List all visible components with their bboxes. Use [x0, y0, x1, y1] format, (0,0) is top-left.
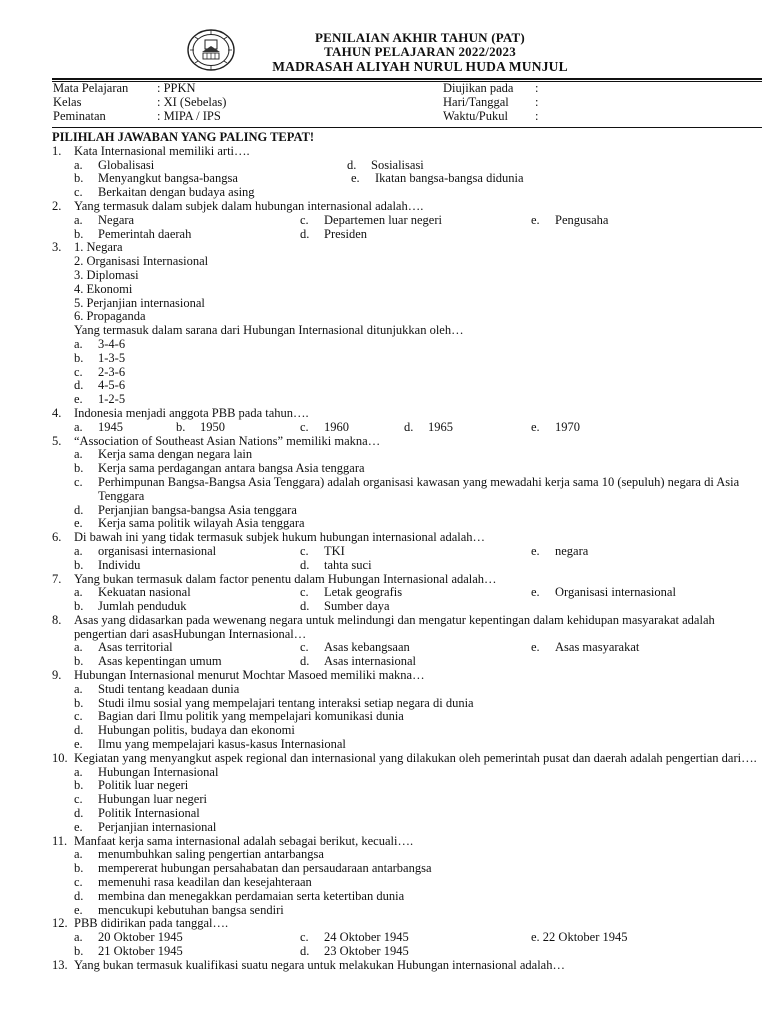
option-letter: e. [531, 640, 540, 655]
option-letter: e. [531, 543, 540, 558]
question-number: 2. [52, 198, 62, 213]
info-divider [52, 127, 762, 128]
option-text: 24 Oktober 1945 [324, 930, 409, 945]
question-11 [52, 835, 764, 849]
option-letter: e. [74, 902, 83, 917]
option-letter: e. [531, 212, 540, 227]
option-text: 1945 [98, 419, 123, 434]
option-a[interactable] [74, 545, 300, 559]
options [52, 848, 764, 917]
option-a[interactable] [74, 338, 764, 352]
question-13 [52, 959, 764, 973]
question-7 [52, 573, 764, 587]
option-letter: d. [74, 502, 84, 517]
option-d[interactable] [404, 421, 531, 435]
option-letter: d. [404, 419, 414, 434]
option-c[interactable] [74, 476, 764, 504]
option-c[interactable] [300, 214, 531, 228]
option-letter: c. [74, 185, 83, 200]
option-text: Organisasi internasional [555, 585, 676, 600]
option-text: Perjanjian bangsa-bangsa Asia tenggara [98, 502, 297, 517]
option-letter: c. [74, 709, 83, 724]
question-number: 1. [52, 143, 62, 158]
option-d[interactable] [300, 655, 531, 669]
question-text: Kata Internasional memiliki arti…. [74, 143, 250, 158]
question-number: 3. [52, 240, 62, 255]
option-letter: a. [74, 336, 83, 351]
option-text: Asas kepentingan umum [98, 654, 222, 669]
option-letter: b. [74, 461, 84, 476]
option-text: Kerja sama politik wilayah Asia tenggara [98, 516, 305, 531]
question-text: Yang bukan termasuk kualifikasi suatu negara untuk melakukan Hubungan internasional adalah… [74, 957, 565, 972]
option-letter: a. [74, 543, 83, 558]
option-b[interactable] [74, 172, 347, 186]
option-text: 21 Oktober 1945 [98, 944, 183, 959]
option-text: 20 Oktober 1945 [98, 930, 183, 945]
option-letter: d. [300, 944, 310, 959]
option-letter: d. [300, 599, 310, 614]
option-b[interactable] [74, 352, 764, 366]
option-letter: a. [74, 419, 83, 434]
info-value: : XI (Sebelas) [157, 94, 227, 109]
option-letter: d. [74, 723, 84, 738]
option-text: Asas masyarakat [555, 640, 640, 655]
info-value: : [535, 108, 539, 123]
exam-info-right [443, 82, 538, 123]
school-year: TAHUN PELAJARAN 2022/2023 [324, 44, 516, 59]
question-text: Di bawah ini yang tidak termasuk subjek hukum hubungan internasional adalah… [74, 530, 486, 545]
question-text: Indonesia menjadi anggota PBB pada tahun…. [74, 405, 309, 420]
question-1 [52, 145, 764, 159]
option-letter: b. [74, 557, 84, 572]
option-c[interactable] [300, 931, 531, 945]
option-d[interactable] [300, 945, 531, 959]
option-text: Kekuatan nasional [98, 585, 191, 600]
option-letter: a. [74, 212, 83, 227]
options [52, 421, 764, 435]
option-c[interactable] [74, 793, 764, 807]
option-letter: a. [74, 157, 83, 172]
question-text: “Association of Southeast Asian Nations” memiliki makna… [74, 433, 381, 448]
option-a[interactable] [74, 159, 347, 173]
question-8 [52, 614, 764, 642]
option-text: Bagian dari Ilmu politik yang mempelajari komunikasi dunia [98, 709, 404, 724]
option-text: Asas internasional [324, 654, 416, 669]
option-text: e. 22 Oktober 1945 [531, 930, 628, 945]
option-letter: c. [74, 364, 83, 379]
option-text: Kerja sama perdagangan antara bangsa Asia tenggara [98, 461, 365, 476]
option-letter: a. [74, 930, 83, 945]
statement-item: 2. Organisasi Internasional [74, 254, 209, 269]
option-b[interactable] [74, 600, 300, 614]
option-letter: d. [300, 226, 310, 241]
option-text: Departemen luar negeri [324, 212, 442, 227]
options [52, 545, 764, 573]
info-label: Diujikan pada [443, 81, 514, 95]
options [52, 641, 764, 669]
option-e[interactable] [74, 393, 764, 407]
option-text: 2-3-6 [98, 364, 126, 379]
question-number: 10. [52, 750, 68, 765]
option-a[interactable] [74, 848, 764, 862]
option-d[interactable] [347, 159, 764, 173]
option-e[interactable] [531, 641, 763, 655]
question-text: PBB didirikan pada tanggal…. [74, 916, 229, 931]
question-number: 4. [52, 405, 62, 420]
option-a[interactable] [74, 214, 300, 228]
option-text: Pengusaha [555, 212, 609, 227]
option-text: Jumlah penduduk [98, 599, 187, 614]
header-divider [52, 78, 762, 80]
question-10 [52, 752, 764, 766]
option-a[interactable] [74, 766, 764, 780]
options [52, 931, 764, 959]
option-a[interactable] [74, 586, 300, 600]
option-letter: e. [74, 516, 83, 531]
question-number: 13. [52, 957, 68, 972]
option-text: tahta suci [324, 557, 372, 572]
option-text: Individu [98, 557, 141, 572]
option-letter: e. [74, 819, 83, 834]
question-number: 5. [52, 433, 62, 448]
option-letter: d. [300, 654, 310, 669]
option-text: 3-4-6 [98, 336, 126, 351]
info-label: Hari/Tanggal [443, 94, 509, 109]
instruction: PILIHLAH JAWABAN YANG PALING TEPAT! [52, 130, 315, 144]
question-number: 12. [52, 916, 68, 931]
option-letter: c. [300, 585, 309, 600]
statement-item: 6. Propaganda [74, 309, 146, 324]
option-text: Asas territorial [98, 640, 173, 655]
options [52, 448, 764, 531]
option-letter: b. [74, 171, 84, 186]
option-a[interactable] [74, 641, 300, 655]
option-d[interactable] [74, 807, 764, 821]
statement-item: 1. Negara [74, 240, 123, 255]
option-a[interactable] [74, 683, 764, 697]
option-text: Letak geografis [324, 585, 403, 600]
option-letter: a. [74, 847, 83, 862]
options [52, 214, 764, 242]
option-e[interactable] [74, 821, 764, 835]
option-text: 1965 [428, 419, 453, 434]
option-c[interactable] [300, 586, 531, 600]
options [52, 159, 764, 200]
statement-item: 3. Diplomasi [74, 267, 139, 282]
question-6 [52, 531, 764, 545]
option-e[interactable] [531, 421, 764, 435]
option-text: 1960 [324, 419, 349, 434]
option-text: 23 Oktober 1945 [324, 944, 409, 959]
options [52, 766, 764, 835]
option-text: Ilmu yang mempelajari kasus-kasus Internasional [98, 737, 346, 752]
question-list [52, 131, 764, 973]
option-e[interactable] [74, 904, 764, 918]
info-label: Mata Pelajaran [53, 81, 129, 95]
question-text: Yang termasuk dalam subjek dalam hubungan internasional adalah…. [74, 198, 424, 213]
question-text: Kegiatan yang menyangkut aspek regional dan internasional yang dilakukan oleh pemerintah pusat dan daerah adalah pengertian dari…. [74, 750, 757, 765]
option-c[interactable] [74, 366, 764, 380]
statement-item: 4. Ekonomi [74, 281, 133, 296]
option-text: Asas kebangsaan [324, 640, 410, 655]
option-text: negara [555, 543, 589, 558]
option-letter: c. [300, 212, 309, 227]
option-letter: d. [74, 888, 84, 903]
exam-header [0, 28, 768, 78]
option-c[interactable] [300, 545, 531, 559]
option-letter: c. [300, 419, 309, 434]
option-b[interactable] [74, 945, 300, 959]
question-number: 7. [52, 571, 62, 586]
option-letter: b. [74, 350, 84, 365]
option-text: Negara [98, 212, 135, 227]
option-c[interactable] [74, 876, 764, 890]
option-letter: a. [74, 585, 83, 600]
option-b[interactable] [74, 862, 764, 876]
statement-list [52, 255, 764, 338]
option-letter: e. [351, 171, 360, 186]
option-letter: c. [300, 930, 309, 945]
option-text: Perhimpunan Bangsa-Bangsa Asia Tenggara) adalah organisasi kawasan yang mewadahi kerja sama 10 (sepuluh) negara di Asia Tenggara [98, 474, 740, 503]
option-b[interactable] [74, 655, 300, 669]
question-12 [52, 917, 764, 931]
options [52, 586, 764, 614]
option-letter: b. [74, 599, 84, 614]
option-text: Pemerintah daerah [98, 226, 192, 241]
option-e[interactable] [531, 545, 763, 559]
option-letter: d. [74, 378, 84, 393]
option-letter: d. [300, 557, 310, 572]
option-c[interactable] [300, 641, 531, 655]
question-5 [52, 435, 764, 449]
option-text: Menyangkut bangsa-bangsa [98, 171, 238, 186]
option-letter: e. [74, 737, 83, 752]
option-letter: b. [74, 778, 84, 793]
option-e[interactable] [347, 172, 764, 186]
option-e[interactable] [74, 738, 764, 752]
option-b[interactable] [74, 228, 300, 242]
option-text: Politik luar negeri [98, 778, 189, 793]
question-number: 6. [52, 530, 62, 545]
school-name: MADRASAH ALIYAH NURUL HUDA MUNJUL [272, 59, 568, 74]
option-letter: a. [74, 640, 83, 655]
option-text: Studi ilmu sosial yang mempelajari tentang interaksi setiap negara di dunia [98, 695, 474, 710]
exam-info-left [53, 82, 226, 123]
question-number: 8. [52, 612, 62, 627]
option-letter: d. [74, 806, 84, 821]
option-letter: a. [74, 764, 83, 779]
option-letter: b. [74, 226, 84, 241]
question-2 [52, 200, 764, 214]
option-e[interactable] [531, 214, 763, 228]
option-text: Berkaitan dengan budaya asing [98, 185, 255, 200]
option-e[interactable] [74, 517, 764, 531]
option-b[interactable] [74, 779, 764, 793]
option-text: Globalisasi [98, 157, 155, 172]
question-text: Yang termasuk dalam sarana dari Hubungan Internasional ditunjukkan oleh… [74, 323, 464, 338]
option-letter: c. [300, 640, 309, 655]
option-text: 1-3-5 [98, 350, 126, 365]
option-e[interactable] [531, 586, 763, 600]
option-text: mempererat hubungan persahabatan dan persaudaraan antarbangsa [98, 861, 432, 876]
option-text: memenuhi rasa keadilan dan kesejahteraan [98, 875, 312, 890]
option-text: Sumber daya [324, 599, 390, 614]
option-letter: c. [74, 474, 83, 489]
option-text: membina dan menegakkan perdamaian serta ketertiban dunia [98, 888, 405, 903]
option-text: Hubungan politis, budaya dan ekonomi [98, 723, 295, 738]
option-text: 1970 [555, 419, 580, 434]
option-c[interactable] [300, 421, 404, 435]
option-text: Studi tentang keadaan dunia [98, 681, 240, 696]
options [52, 338, 764, 407]
option-text: 1950 [200, 419, 225, 434]
option-d[interactable] [74, 379, 764, 393]
option-letter: c. [300, 543, 309, 558]
option-d[interactable] [300, 600, 531, 614]
option-letter: d. [347, 157, 357, 172]
info-value: : [535, 94, 539, 109]
option-text: organisasi internasional [98, 543, 217, 558]
option-letter: b. [74, 861, 84, 876]
question-number: 9. [52, 668, 62, 683]
option-d[interactable] [300, 559, 531, 573]
option-letter: c. [74, 875, 83, 890]
question-9 [52, 669, 764, 683]
option-letter: b. [74, 695, 84, 710]
option-letter: a. [74, 681, 83, 696]
option-text: 4-5-6 [98, 378, 126, 393]
option-text: Perjanjian internasional [98, 819, 217, 834]
option-letter: b. [74, 944, 84, 959]
option-letter: b. [176, 419, 186, 434]
question-text: Asas yang didasarkan pada wewenang negara untuk melindungi dan mengatur kepentingan dalam kehidupan masyarakat adalah pengertian dari asasHubungan Internasional… [74, 612, 715, 641]
option-text: 1-2-5 [98, 392, 126, 407]
exam-title: PENILAIAN AKHIR TAHUN (PAT) [315, 30, 525, 45]
option-letter: b. [74, 654, 84, 669]
option-letter: a. [74, 447, 83, 462]
option-text: Hubungan luar negeri [98, 792, 207, 807]
info-label: Peminatan [53, 108, 106, 123]
option-text: Presiden [324, 226, 368, 241]
option-d[interactable] [74, 504, 764, 518]
option-a[interactable] [74, 448, 764, 462]
info-label: Waktu/Pukul [443, 108, 508, 123]
option-letter: c. [74, 792, 83, 807]
option-letter: e. [531, 419, 540, 434]
info-value: : PPKN [157, 81, 196, 95]
option-a[interactable] [74, 421, 176, 435]
option-a[interactable] [74, 931, 300, 945]
option-e[interactable] [531, 931, 763, 945]
option-text: Kerja sama dengan negara lain [98, 447, 253, 462]
option-letter: e. [74, 392, 83, 407]
option-text: Hubungan Internasional [98, 764, 219, 779]
option-b[interactable] [74, 559, 300, 573]
option-text: mencukupi kebutuhan bangsa sendiri [98, 902, 284, 917]
option-c[interactable] [74, 710, 764, 724]
option-d[interactable] [300, 228, 531, 242]
info-value: : [535, 81, 539, 95]
question-4 [52, 407, 764, 421]
option-d[interactable] [74, 890, 764, 904]
question-3 [52, 241, 764, 255]
option-text: TKI [324, 543, 345, 558]
option-letter: e. [531, 585, 540, 600]
option-b[interactable] [176, 421, 300, 435]
option-d[interactable] [74, 724, 764, 738]
question-text: Yang bukan termasuk dalam factor penentu dalam Hubungan Internasional adalah… [74, 571, 497, 586]
option-text: Sosialisasi [371, 157, 424, 172]
option-text: menumbuhkan saling pengertian antarbangsa [98, 847, 324, 862]
info-label: Kelas [53, 94, 82, 109]
option-c[interactable] [74, 186, 347, 200]
info-value: : MIPA / IPS [157, 108, 221, 123]
options [52, 683, 764, 752]
question-number: 11. [52, 833, 68, 848]
statement-item: 5. Perjanjian internasional [74, 295, 205, 310]
question-text: Hubungan Internasional menurut Mochtar Masoed memiliki makna… [74, 668, 425, 683]
question-text: Manfaat kerja sama internasional adalah sebagai berikut, kecuali…. [74, 833, 414, 848]
option-b[interactable] [74, 697, 764, 711]
option-b[interactable] [74, 462, 764, 476]
option-text: Politik Internasional [98, 806, 200, 821]
option-text: Ikatan bangsa-bangsa didunia [375, 171, 524, 186]
